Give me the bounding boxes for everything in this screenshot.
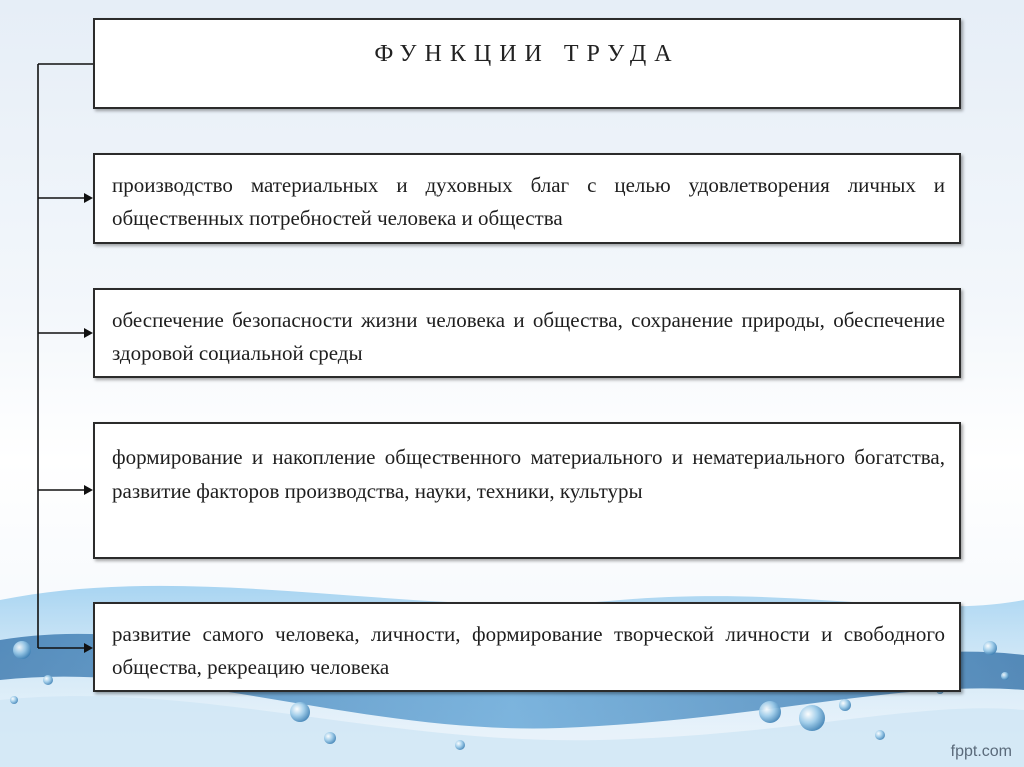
function-text-4: развитие самого человека, личности, формирование творческой личности и свободного общества, рекреацию человека bbox=[112, 622, 945, 679]
function-text-2: обеспечение безопасности жизни человека и общества, сохранение природы, обеспечение здоровой социальной среды bbox=[112, 308, 945, 365]
function-box-2 bbox=[93, 288, 961, 378]
function-box-3 bbox=[93, 422, 961, 559]
diagram-title: ФУНКЦИИ ТРУДА bbox=[374, 41, 680, 67]
function-text-1: производство материальных и духовных благ с целью удовлетворения личных и общественных потребностей человека и общества bbox=[112, 173, 945, 230]
connector-lines bbox=[38, 64, 93, 653]
function-box-4 bbox=[93, 602, 961, 692]
function-box-1 bbox=[93, 153, 961, 244]
title-box bbox=[93, 18, 961, 109]
fppt-logo: fppt.com bbox=[950, 743, 1012, 760]
function-text-3: формирование и накопление общественного материального и нематериального богатства, развитие факторов производства, науки, техники, культуры bbox=[112, 445, 945, 503]
